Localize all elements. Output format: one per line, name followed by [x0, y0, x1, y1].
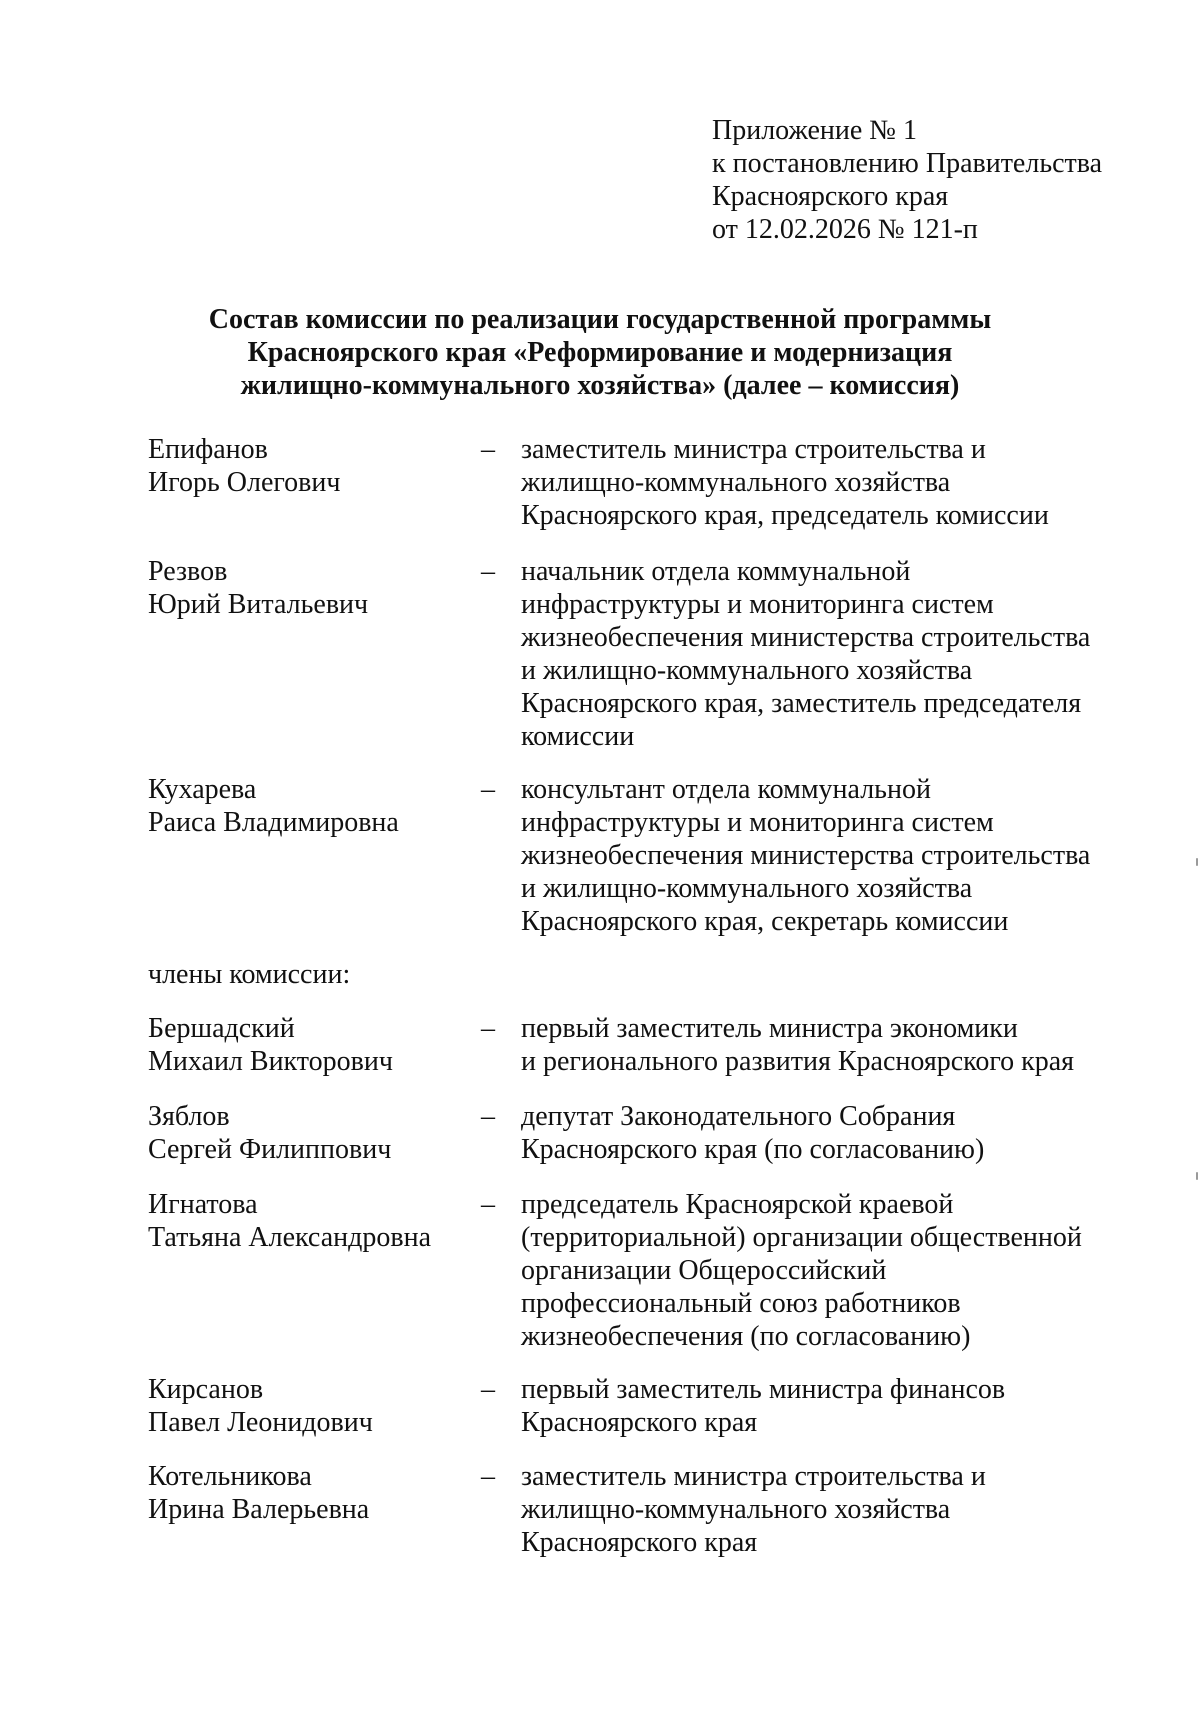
surname: Игнатова: [148, 1189, 258, 1220]
role-line: заместитель министра строительства и: [521, 1461, 986, 1492]
role-line: жизнеобеспечения министерства строительства: [521, 840, 1091, 871]
role-line: жизнеобеспечения министерства строительства: [521, 622, 1091, 653]
role-line: первый заместитель министра экономики: [521, 1013, 1018, 1044]
surname: Бершадский: [148, 1013, 295, 1044]
given-names: Павел Леонидович: [148, 1407, 373, 1438]
role-line: Красноярского края (по согласованию): [521, 1134, 985, 1165]
person-name: [148, 1100, 391, 1166]
role-line: Красноярского края, заместитель председателя: [521, 688, 1082, 719]
role-line: и регионального развития Красноярского края: [521, 1046, 1075, 1077]
person-role: [521, 1460, 986, 1559]
person-name: [148, 773, 399, 839]
dash: –: [481, 774, 495, 805]
person-role: [521, 773, 1090, 938]
role-line: первый заместитель министра финансов: [521, 1374, 1006, 1405]
role-line: Красноярского края, секретарь комиссии: [521, 906, 1009, 937]
attachment-header: [712, 114, 1102, 246]
surname: Епифанов: [148, 434, 268, 465]
dash: –: [481, 1101, 495, 1132]
dash: –: [481, 434, 495, 465]
role-line: и жилищно-коммунального хозяйства: [521, 655, 973, 686]
given-names: Юрий Витальевич: [148, 589, 369, 620]
title-line: Красноярского края «Реформирование и модернизация: [247, 337, 953, 368]
surname: Резвов: [148, 556, 228, 587]
person-role: [521, 1012, 1074, 1078]
surname: Кухарева: [148, 774, 257, 805]
role-line: консультант отдела коммунальной: [521, 774, 931, 805]
role-line: заместитель министра строительства и: [521, 434, 986, 465]
surname: Котельникова: [148, 1461, 312, 1492]
attachment-line: от 12.02.2026 № 121-п: [712, 214, 978, 245]
scan-speck: [1196, 858, 1198, 866]
role-line: комиссии: [521, 721, 635, 752]
role-line: жилищно-коммунального хозяйства: [521, 467, 951, 498]
role-line: жилищно-коммунального хозяйства: [521, 1494, 951, 1525]
role-line: и жилищно-коммунального хозяйства: [521, 873, 973, 904]
role-line: (территориальной) организации общественной: [521, 1222, 1082, 1253]
role-line: организации Общероссийский: [521, 1255, 887, 1286]
given-names: Татьяна Александровна: [148, 1222, 431, 1253]
dash: –: [481, 1374, 495, 1405]
person-name: [148, 1460, 369, 1526]
given-names: Игорь Олегович: [148, 467, 341, 498]
attachment-line: к постановлению Правительства: [712, 148, 1103, 179]
role-line: жизнеобеспечения (по согласованию): [521, 1321, 971, 1352]
person-role: [521, 433, 1049, 532]
dash: –: [481, 1189, 495, 1220]
role-line: начальник отдела коммунальной: [521, 556, 911, 587]
role-line: Красноярского края: [521, 1527, 758, 1558]
surname: Кирсанов: [148, 1374, 264, 1405]
members-label: члены комиссии:: [148, 959, 351, 990]
surname: Зяблов: [148, 1101, 230, 1132]
role-line: инфраструктуры и мониторинга систем: [521, 589, 994, 620]
dash: –: [481, 1013, 495, 1044]
dash: –: [481, 556, 495, 587]
dash: –: [481, 1461, 495, 1492]
person-name: [148, 433, 340, 499]
role-line: профессиональный союз работников: [521, 1288, 961, 1319]
title-line: жилищно-коммунального хозяйства» (далее – комиссия): [240, 370, 960, 401]
scan-speck: [1196, 1172, 1198, 1180]
document-title: [0, 303, 1200, 402]
person-name: [148, 555, 368, 621]
role-line: инфраструктуры и мониторинга систем: [521, 807, 994, 838]
person-name: [148, 1012, 393, 1078]
person-name: [148, 1188, 431, 1254]
attachment-line: Красноярского края: [712, 181, 949, 212]
person-role: [521, 1373, 1005, 1439]
title-line: Состав комиссии по реализации государственной программы: [208, 304, 992, 335]
role-line: председатель Красноярской краевой: [521, 1189, 954, 1220]
attachment-line: Приложение № 1: [712, 115, 917, 146]
role-line: Красноярского края: [521, 1407, 758, 1438]
person-role: [521, 555, 1090, 753]
person-role: [521, 1188, 1082, 1353]
role-line: депутат Законодательного Собрания: [521, 1101, 956, 1132]
given-names: Раиса Владимировна: [148, 807, 399, 838]
given-names: Ирина Валерьевна: [148, 1494, 370, 1525]
person-role: [521, 1100, 984, 1166]
role-line: Красноярского края, председатель комиссии: [521, 500, 1049, 531]
person-name: [148, 1373, 373, 1439]
given-names: Сергей Филиппович: [148, 1134, 392, 1165]
given-names: Михаил Викторович: [148, 1046, 393, 1077]
